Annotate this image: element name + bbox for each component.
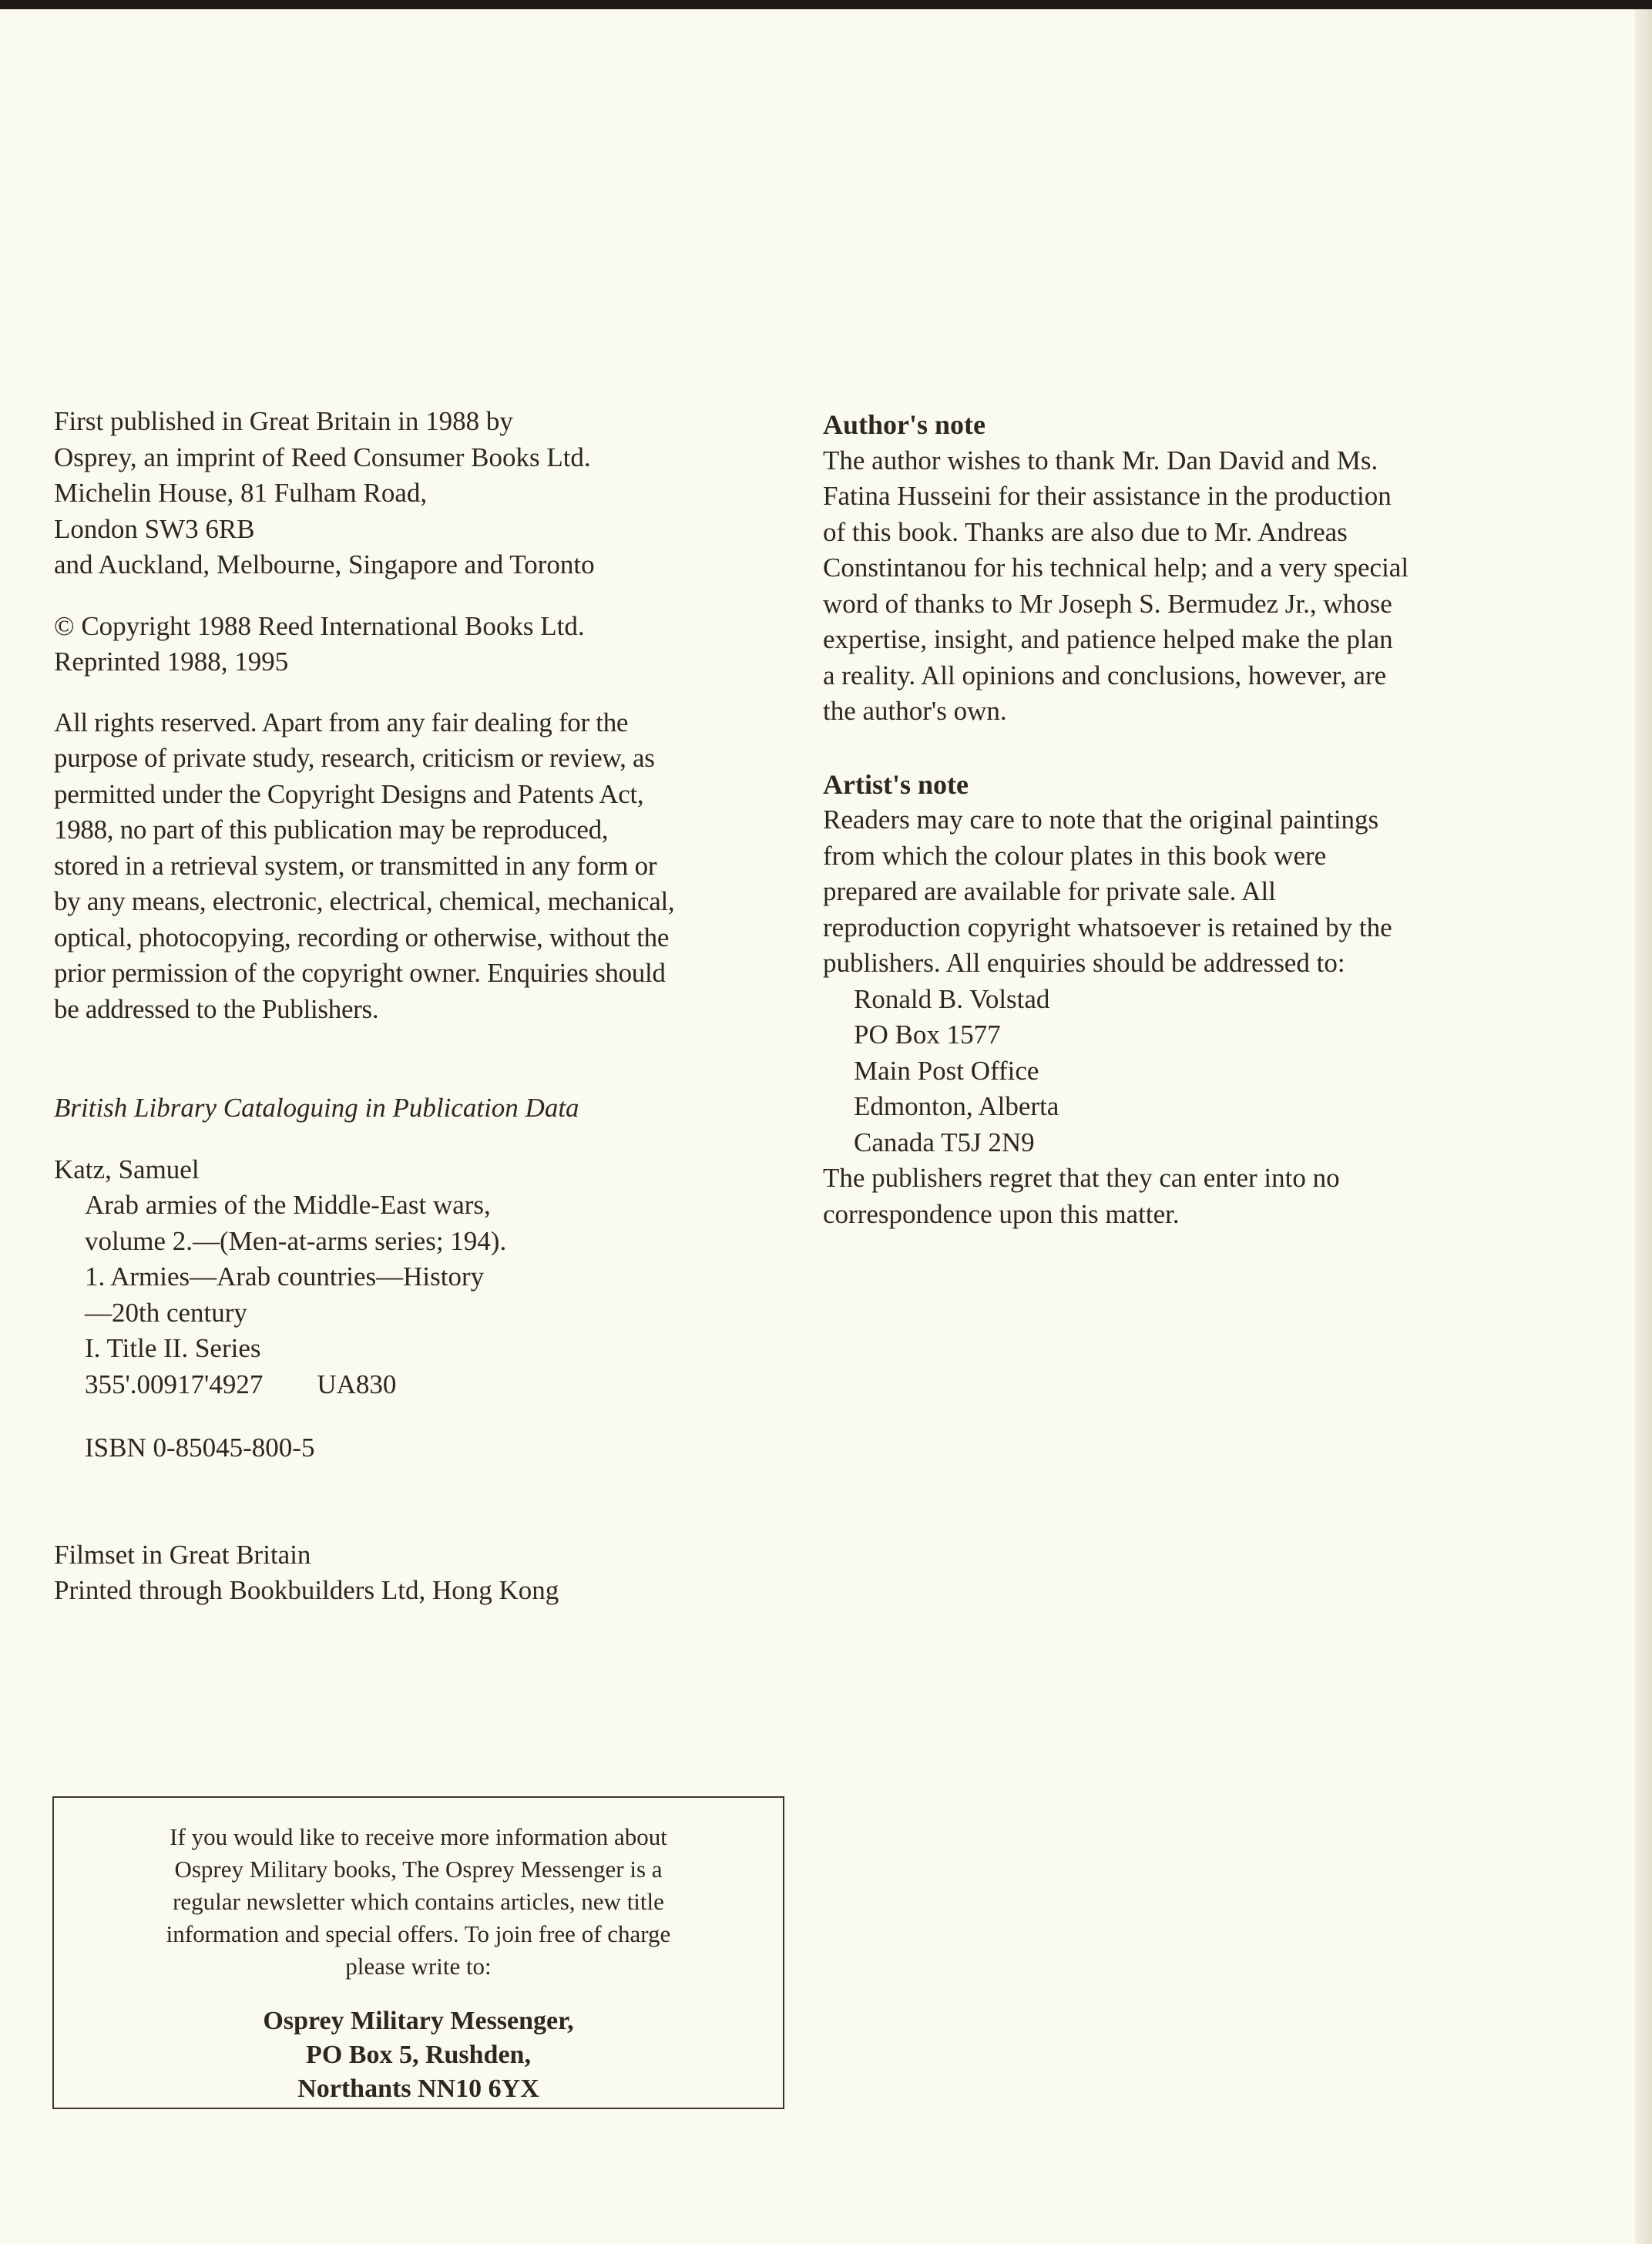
artist-address-line: Canada T5J 2N9 xyxy=(854,1127,1035,1157)
artist-address-line: PO Box 1577 xyxy=(854,1020,1001,1050)
rights-line: All rights reserved. Apart from any fair dealing for the xyxy=(54,707,629,737)
messenger-text-line: information and special offers. To join free of charge xyxy=(166,1920,671,1947)
publisher-line: Osprey, an imprint of Reed Consumer Books Ltd. xyxy=(54,442,591,472)
copyright-info xyxy=(54,609,794,680)
cataloguing-line: Arab armies of the Middle-East wars, xyxy=(85,1190,491,1220)
artists-note-line: Readers may care to note that the original paintings xyxy=(823,805,1379,835)
messenger-address-line: Osprey Military Messenger, xyxy=(263,2007,574,2035)
reprint-line: Reprinted 1988, 1995 xyxy=(54,647,289,677)
messenger-text-line: please write to: xyxy=(345,1953,492,1980)
printing-line: Filmset in Great Britain xyxy=(54,1539,311,1570)
cataloguing-line: I. Title II. Series xyxy=(85,1333,261,1363)
authors-note-line: word of thanks to Mr Joseph S. Bermudez Jr., whose xyxy=(823,588,1392,619)
rights-line: be addressed to the Publishers. xyxy=(54,993,379,1024)
rights-statement xyxy=(54,705,794,1028)
artists-note-line: publishers. All enquiries should be addressed to: xyxy=(823,948,1345,978)
authors-note-line: The author wishes to thank Mr. Dan David and Ms. xyxy=(823,445,1378,475)
osprey-messenger-box xyxy=(52,1796,784,2109)
artists-note-closing-line: correspondence upon this matter. xyxy=(823,1198,1180,1229)
messenger-text-line: Osprey Military books, The Osprey Messenger is a xyxy=(174,1856,663,1883)
artists-note-line: reproduction copyright whatsoever is retained by the xyxy=(823,912,1392,942)
rights-line: permitted under the Copyright Designs and Patents Act, xyxy=(54,778,644,809)
authors-note-line: Constintanou for his technical help; and a very special xyxy=(823,553,1409,583)
authors-note-heading: Author's note xyxy=(823,409,986,440)
cataloguing-line: volume 2.—(Men-at-arms series; 194). xyxy=(85,1225,507,1256)
artists-note-closing-line: The publishers regret that they can enter into no xyxy=(823,1163,1340,1193)
messenger-text-line: If you would like to receive more information about xyxy=(170,1823,667,1850)
artist-address-line: Main Post Office xyxy=(854,1055,1039,1086)
page-binding-edge xyxy=(1635,9,1652,2244)
cataloguing-heading: British Library Cataloguing in Publication Data xyxy=(54,1093,579,1123)
messenger-address-line: Northants NN10 6YX xyxy=(297,2074,539,2103)
copyright-line: © Copyright 1988 Reed International Books Ltd. xyxy=(54,610,585,641)
publisher-line: First published in Great Britain in 1988 by xyxy=(54,406,513,436)
authors-note xyxy=(823,407,1578,730)
artists-note xyxy=(823,767,1578,1233)
artist-address-line: Edmonton, Alberta xyxy=(854,1091,1059,1121)
cataloguing-data xyxy=(54,1090,794,1466)
page-top-edge xyxy=(0,0,1652,9)
authors-note-line: expertise, insight, and patience helped make the plan xyxy=(823,624,1393,654)
printing-line: Printed through Bookbuilders Ltd, Hong Kong xyxy=(54,1575,559,1605)
cataloguing-author: Katz, Samuel xyxy=(54,1154,200,1184)
artists-note-heading: Artist's note xyxy=(823,768,969,800)
printing-info xyxy=(54,1537,794,1609)
rights-line: by any means, electronic, electrical, chemical, mechanical, xyxy=(54,886,675,916)
messenger-text-line: regular newsletter which contains articles, new title xyxy=(173,1888,664,1915)
artist-address-line: Ronald B. Volstad xyxy=(854,983,1050,1014)
isbn: ISBN 0-85045-800-5 xyxy=(85,1433,315,1463)
messenger-address-line: PO Box 5, Rushden, xyxy=(306,2041,531,2069)
authors-note-line: Fatina Husseini for their assistance in the production xyxy=(823,481,1392,511)
rights-line: 1988, no part of this publication may be reproduced, xyxy=(54,815,609,845)
publisher-line: Michelin House, 81 Fulham Road, xyxy=(54,478,428,508)
left-column xyxy=(54,404,794,1609)
publisher-info xyxy=(54,404,794,583)
cataloguing-line: —20th century xyxy=(85,1297,247,1328)
publisher-line: London SW3 6RB xyxy=(54,513,255,544)
authors-note-line: a reality. All opinions and conclusions, however, are xyxy=(823,660,1387,690)
authors-note-line: the author's own. xyxy=(823,696,1007,726)
rights-line: stored in a retrieval system, or transmitted in any form or xyxy=(54,850,657,881)
right-column xyxy=(823,407,1578,1232)
artists-note-line: from which the colour plates in this book were xyxy=(823,840,1327,871)
rights-line: prior permission of the copyright owner. Enquiries should xyxy=(54,958,666,988)
artists-note-line: prepared are available for private sale. All xyxy=(823,876,1276,906)
publisher-line: and Auckland, Melbourne, Singapore and Toronto xyxy=(54,549,595,579)
rights-line: purpose of private study, research, criticism or review, as xyxy=(54,743,655,773)
authors-note-line: of this book. Thanks are also due to Mr. Andreas xyxy=(823,516,1348,547)
cataloguing-line: 1. Armies—Arab countries—History xyxy=(85,1261,485,1292)
cataloguing-line: 355'.00917'4927 UA830 xyxy=(85,1369,397,1399)
rights-line: optical, photocopying, recording or otherwise, without the xyxy=(54,922,670,952)
